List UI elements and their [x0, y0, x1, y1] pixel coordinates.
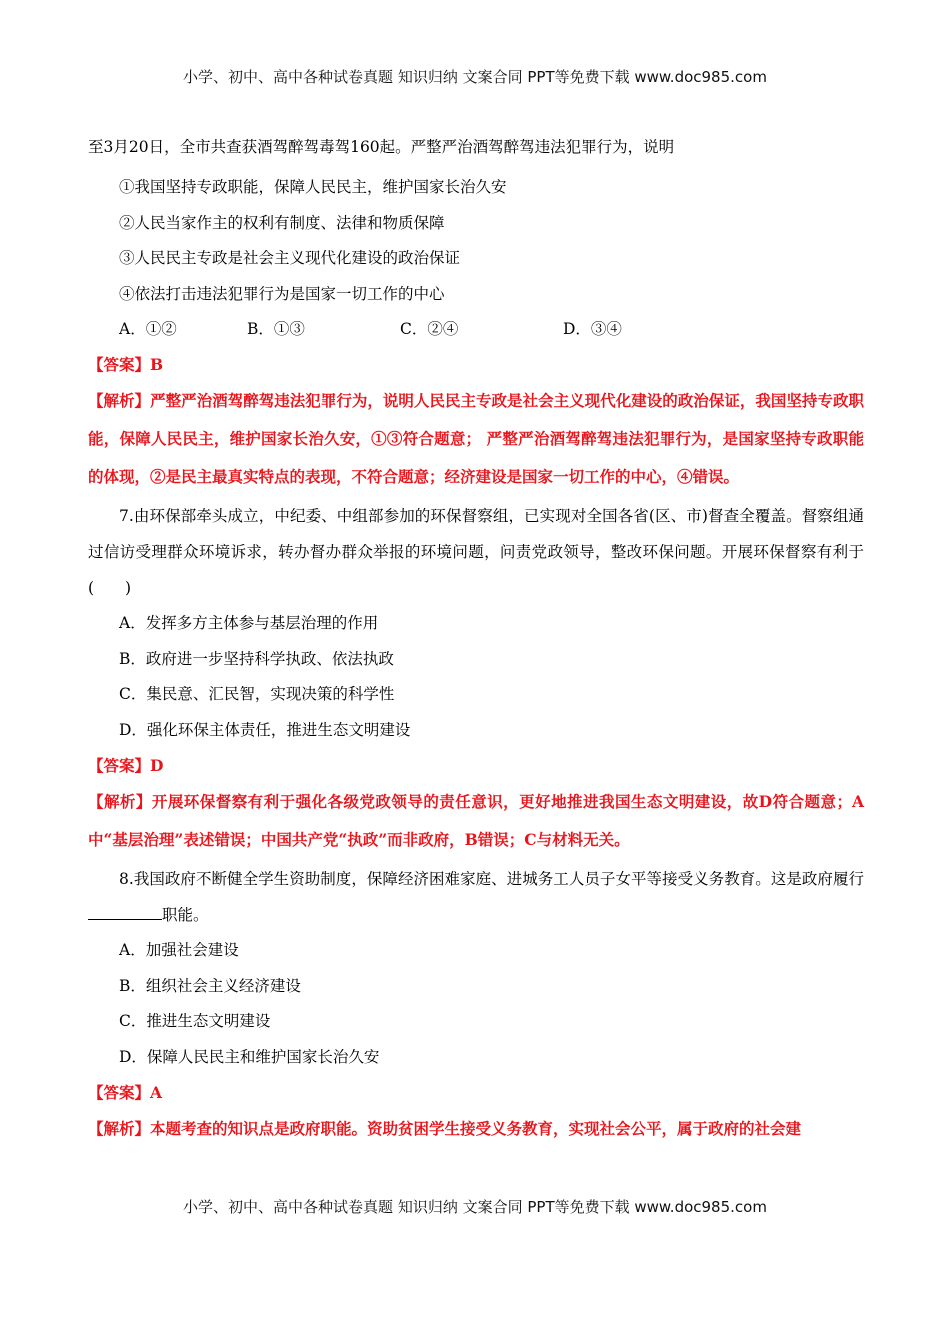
q8-option-b: B．组织社会主义经济建设 [119, 976, 301, 995]
q8-explanation: 【解析】本题考查的知识点是政府职能。资助贫困学生接受义务教育，实现社会公平，属于政府的社会建 [88, 1119, 802, 1138]
q8-answer: 【答案】A [88, 1083, 163, 1102]
q7-answer: 【答案】D [88, 756, 164, 775]
q7-explanation: 【解析】开展环保督察有利于强化各级党政领导的责任意识，更好地推进我国生态文明建设，故D符合题意；A中“基层治理”表述错误；中国共产党“执政”而非政府，B错误；C与材料无关。 [88, 792, 864, 849]
q8-option-d: D．保障人民民主和维护国家长治久安 [119, 1047, 380, 1066]
q6-option-d: D．③④ [563, 320, 622, 338]
q8-stem: 8.我国政府不断健全学生资助制度，保障经济困难家庭、进城务工人员子女平等接受义务教育。这是政府履行职能。 [88, 861, 864, 933]
q6-item-3: ③人民民主专政是社会主义现代化建设的政治保证 [119, 249, 461, 267]
q6-item-1: ①我国坚持专政职能，保障人民民主，维护国家长治久安 [119, 178, 507, 196]
q7-stem: 7.由环保部牵头成立，中纪委、中组部参加的环保督察组，已实现对全国各省(区、市)督查全覆盖。督察组通过信访受理群众环境诉求，转办督办群众举报的环境问题，问责党政领导，整改环保问题。开展环保督察有利于( ) [88, 507, 864, 597]
document-body [88, 134, 864, 1148]
q7-option-d: D．强化环保主体责任，推进生态文明建设 [119, 720, 411, 739]
q6-answer: 【答案】B [88, 355, 164, 374]
footer-banner: 小学、初中、高中各种试卷真题 知识归纳 文案合同 PPT等免费下载 www.doc985.com [183, 1198, 767, 1216]
q7-option-b: B．政府进一步坚持科学执政、依法执政 [119, 649, 394, 668]
q8-option-a: A．加强社会建设 [119, 941, 239, 959]
q6-option-b: B．①③ [247, 320, 305, 338]
answer-blank [88, 905, 162, 920]
q6-explanation: 【解析】严整严治酒驾醉驾违法犯罪行为，说明人民民主专政是社会主义现代化建设的政治保证，我国坚持专政职能，保障人民民主，维护国家长治久安，①③符合题意； 严整严治酒驾醉驾违法犯罪行为，是国家坚持专政职能的体现，②是民主最真实特点的表现，不符合题意；经济建设是国家一切工作的中心，④错误。 [88, 391, 864, 486]
q6-item-4: ④依法打击违法犯罪行为是国家一切工作的中心 [119, 284, 445, 303]
header-banner: 小学、初中、高中各种试卷真题 知识归纳 文案合同 PPT等免费下载 www.doc985.com [183, 68, 767, 86]
q6-option-a: A．①② [119, 320, 177, 338]
q6-option-c: C．②④ [400, 320, 459, 338]
q6-item-2: ②人民当家作主的权利有制度、法律和物质保障 [119, 213, 445, 232]
q8-option-c: C．推进生态文明建设 [119, 1012, 271, 1030]
q7-option-a: A．发挥多方主体参与基层治理的作用 [119, 614, 379, 632]
q7-option-c: C．集民意、汇民智，实现决策的科学性 [119, 685, 395, 703]
q6-options [88, 312, 864, 347]
q6-intro: 至3月20日，全市共查获酒驾醉驾毒驾160起。严整严治酒驾醉驾违法犯罪行为，说明 [88, 138, 675, 156]
